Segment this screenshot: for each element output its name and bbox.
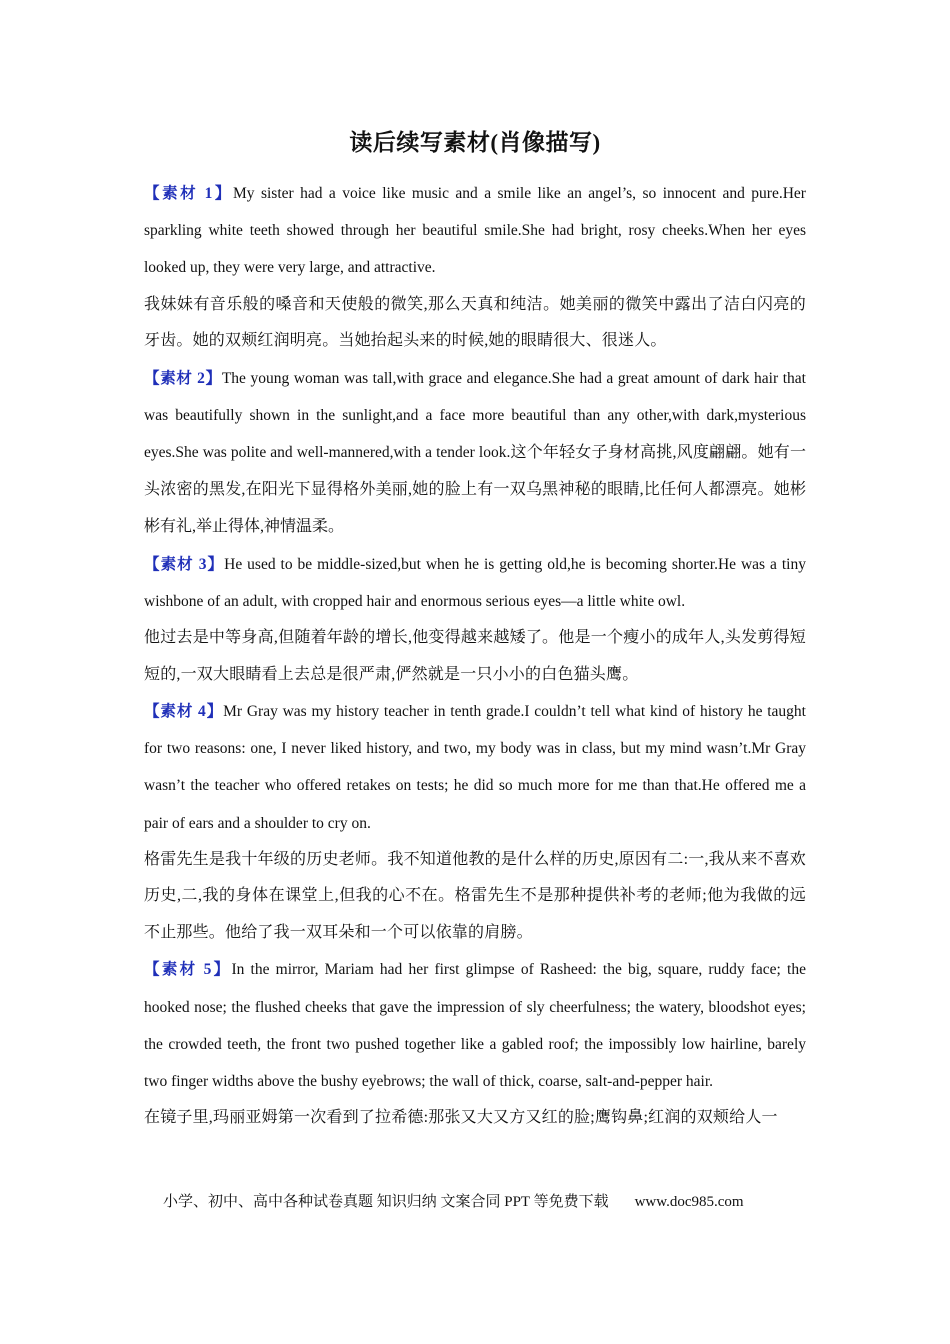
material-4-english-paragraph	[144, 693, 806, 842]
material-3-english-paragraph	[144, 546, 806, 620]
material-2-chinese-text: 这个年轻女子身材高挑,风度翩翩。她有一头浓密的黑发,在阳光下显得格外美丽,她的脸上有一双乌黑神秘的眼睛,比任何人都漂亮。她彬彬有礼,举止得体,神情温柔。	[144, 444, 806, 536]
material-4-tag: 【素材 4】	[144, 703, 224, 721]
material-4-english-text: Mr Gray was my history teacher in tenth grade.I couldn’t tell what kind of history he taught for two reasons: one, I never liked history, and two, my body was in class, but my mind wasn’t.Mr Gray wasn’t the teacher who offered retakes on tests; he did so much more for me than that.He offered me a pair of ears and a shoulder to cry on.	[144, 703, 806, 832]
document-title: 读后续写素材(肖像描写)	[349, 130, 601, 155]
material-4-chinese-text: 格雷先生是我十年级的历史老师。我不知道他教的是什么样的历史,原因有二:一,我从来不喜欢历史,二,我的身体在课堂上,但我的心不在。格雷先生不是那种提供补考的老师;他为我做的远不止那些。他给了我一双耳朵和一个可以依靠的肩膀。	[144, 850, 806, 941]
page-footer	[163, 1190, 744, 1211]
material-1-tag: 【素材 1】	[144, 185, 233, 202]
material-2-tag: 【素材 2】	[144, 369, 222, 387]
material-3-chinese-text: 他过去是中等身高,但随着年龄的增长,他变得越来越矮了。他是一个瘦小的成年人,头发剪得短短的,一双大眼睛看上去总是很严肃,俨然就是一只小小的白色猫头鹰。	[144, 629, 806, 683]
material-1-english-text: My sister had a voice like music and a smile like an angel’s, so innocent and pure.Her sparkling white teeth showed through her beautiful smile.She had bright, rosy cheeks.When her eyes looked up, they were very large, and attractive.	[144, 185, 806, 277]
material-5-tag: 【素材 5】	[144, 961, 232, 979]
document-body	[144, 175, 806, 1137]
material-1-english-paragraph	[144, 175, 806, 287]
material-2-paragraph	[144, 360, 806, 546]
material-1-chinese-text: 我妹妹有音乐般的嗓音和天使般的微笑,那么天真和纯洁。她美丽的微笑中露出了洁白闪亮的牙齿。她的双颊红润明亮。当她抬起头来的时候,她的眼睛很大、很迷人。	[144, 295, 806, 350]
material-3-tag: 【素材 3】	[144, 555, 225, 573]
footer-text: 小学、初中、高中各种试卷真题 知识归纳 文案合同 PPT 等免费下载	[163, 1194, 609, 1210]
material-5-english-paragraph	[144, 951, 806, 1100]
material-5-english-text: In the mirror, Mariam had her first glimpse of Rasheed: the big, square, ruddy face; the hooked nose; the flushed cheeks that gave the impression of sly cheerfulness; the watery, bloodshot eyes; the crowded teeth, the front two pushed together like a gabled roof; the impossibly low hairline, barely two finger widths above the bushy eyebrows; the wall of thick, coarse, salt-and-pepper hair.	[144, 961, 806, 1090]
material-2-english-text: The young woman was tall,with grace and elegance.She had a great amount of dark hair that was beautifully shown in the sunlight,and a face more beautiful than any other,with dark,mysterious eyes.She was polite and well-mannered,with a tender look.	[144, 369, 806, 462]
footer-url-link[interactable]: www.doc985.com	[634, 1194, 744, 1210]
material-5-chinese-text: 在镜子里,玛丽亚姆第一次看到了拉希德:那张又大又方又红的脸;鹰钩鼻;红润的双颊给人一	[144, 1109, 778, 1127]
material-3-english-text: He used to be middle-sized,but when he is getting old,he is becoming shorter.He was a tiny wishbone of an adult, with cropped hair and enormous serious eyes—a little white owl.	[144, 555, 806, 610]
